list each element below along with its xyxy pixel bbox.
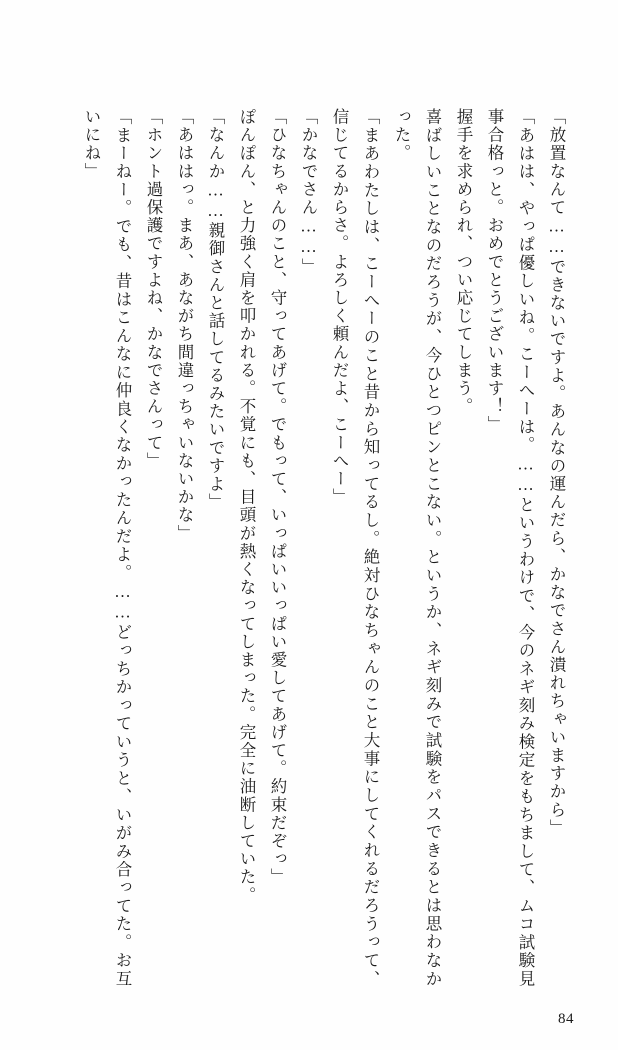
paragraph bbox=[479, 108, 541, 988]
paragraph: 「ひなちゃんのこと、守ってあげて。でもって、いっぱいいっぱい愛してあげて。約束だぞっ」 bbox=[268, 108, 287, 887]
page-number: 84 bbox=[558, 1011, 574, 1027]
paragraph: 「まあわたしは、こーへーのこと昔から知ってるし。絶対ひなちゃんのこと大事にしてくれるだろうって、信じてるからさ。よろしく頼んだよ、こーへー」 bbox=[330, 108, 380, 988]
paragraph: 握手を求められ、つい応じてしまう。 bbox=[454, 108, 473, 416]
paragraph-text-part: 「あはは、やっぱ優しいね。こーへーは。……というわけで、今のネギ刻み検定をもちまして、ムコ試験見事合格っと。おめでとうございます！」 bbox=[485, 108, 535, 988]
vertical-text-body bbox=[42, 108, 572, 988]
paragraph: 「かなでさん……」 bbox=[299, 108, 318, 276]
paragraph: 喜ばしいことなのだろうが、今ひとつピンとこない。というか、ネギ刻みで試験をパスできるとは思わなかった。 bbox=[392, 108, 442, 988]
paragraph: 「放置なんて……できないですよ。あんなの運んだら、かなでさん潰れちゃいますから」 bbox=[547, 108, 566, 837]
paragraph: 「まーねー。でも、昔はこんなに仲良くなかったんだよ。……どっちかっていうと、いがみ合ってた。お互いにね」 bbox=[82, 108, 132, 988]
paragraph: 「あははっ。まあ、あながち間違っちゃいないかな」 bbox=[175, 108, 194, 543]
paragraph: 「なんか……親御さんと話してるみたいですよ」 bbox=[206, 108, 225, 512]
paragraph: ぽんぽん、と力強く肩を叩かれる。不覚にも、目頭が熱くなってしまった。完全に油断していた。 bbox=[237, 108, 256, 905]
paragraph: 「ホント過保護ですよね、かなでさんって」 bbox=[144, 108, 163, 470]
